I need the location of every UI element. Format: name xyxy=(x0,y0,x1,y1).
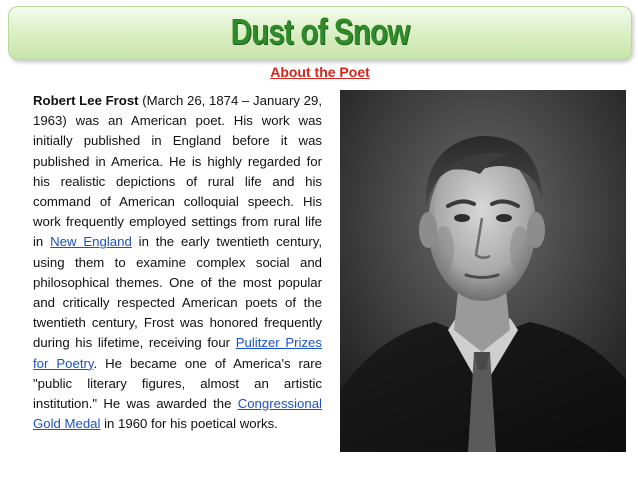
slide-title: Dust of Snow xyxy=(230,11,410,52)
portrait-illustration xyxy=(340,90,626,452)
title-banner xyxy=(8,6,632,60)
bio-text-2: in the early twentieth century, using them to examine complex social and philosophical themes. One of the most popular and critically respected American poets of the twentieth century, Frost was honored frequently during his lifetime, receiving four xyxy=(33,234,323,351)
bio-text-1: (March 26, 1874 – January 29, 1963) was an American poet. His work was initially published in England before it was published in America. He is highly regarded for his realistic depictions of rural life and his command of American colloquial speech. His work frequently employed settings from rural life in xyxy=(33,93,322,250)
poet-portrait-photo xyxy=(340,90,626,452)
poet-name: Robert Lee Frost xyxy=(33,93,139,108)
bio-text-3: . He became one of America's rare "public literary figures, almost an artistic institution." He was awarded the xyxy=(33,355,322,412)
bio-paragraph xyxy=(33,91,322,434)
congressional-gold-medal-link[interactable]: Congressional Gold Medal xyxy=(33,396,322,432)
bio-text-4: in 1960 for his poetical works. xyxy=(100,416,278,432)
new-england-link[interactable]: New England xyxy=(50,234,132,250)
section-heading: About the Poet xyxy=(270,64,370,80)
pulitzer-prizes-link[interactable]: Pulitzer Prizes for Poetry xyxy=(33,335,322,371)
